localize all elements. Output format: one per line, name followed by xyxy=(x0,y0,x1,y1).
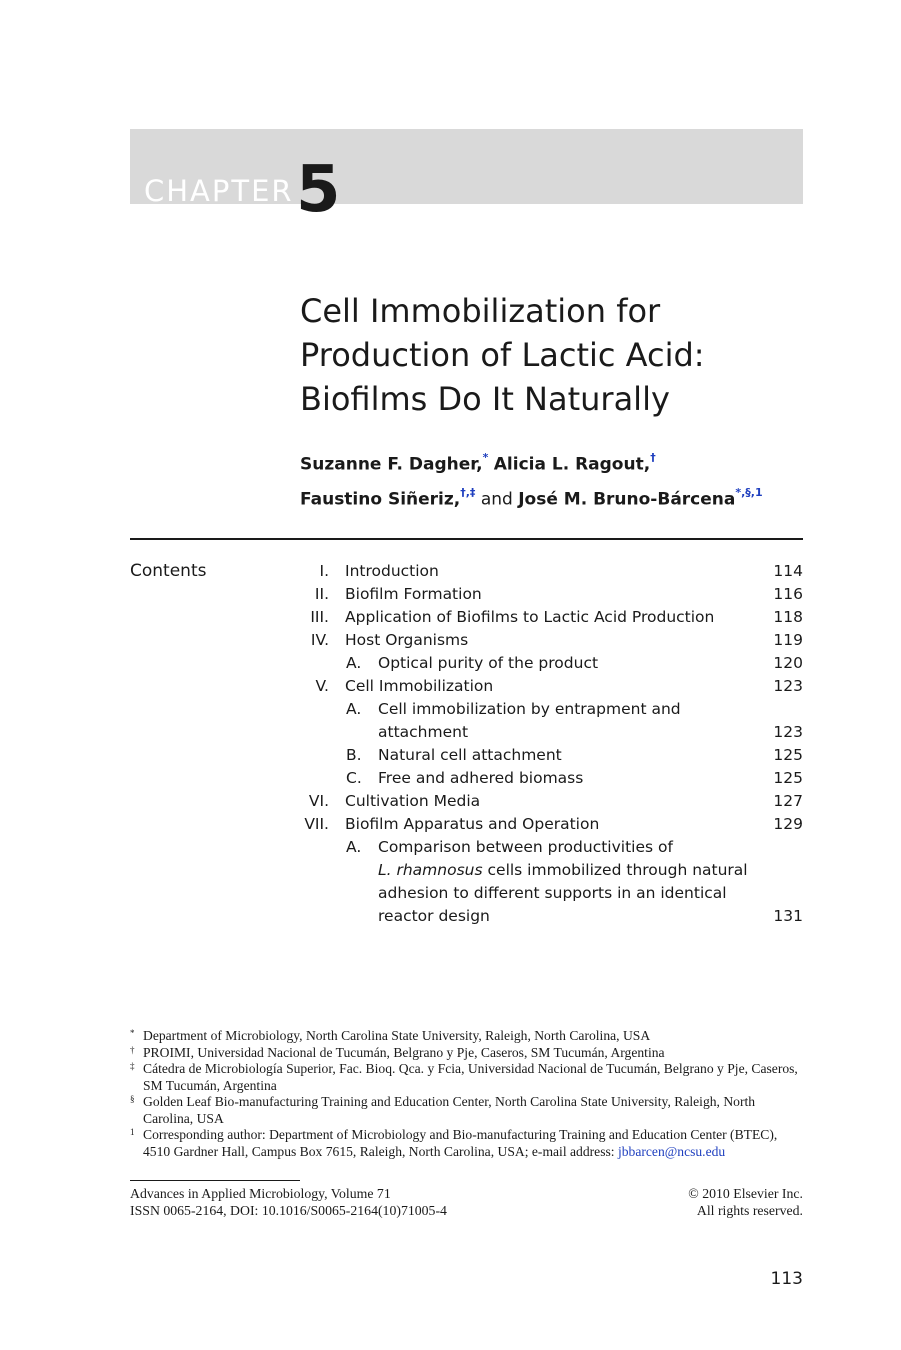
footnote xyxy=(130,1127,805,1160)
toc-subsection-letter: C. xyxy=(346,769,362,787)
footnote-mark: 1 xyxy=(130,1127,135,1137)
toc-entry[interactable] xyxy=(300,744,803,767)
issn-doi: ISSN 0065-2164, DOI: 10.1016/S0065-2164(10)71005-4 xyxy=(130,1203,447,1218)
contents-label: Contents xyxy=(130,561,207,581)
table-of-contents xyxy=(300,560,803,928)
toc-subsection-letter: A. xyxy=(346,700,362,718)
author-name: José M. Bruno-Bárcena xyxy=(518,489,736,510)
affiliation-link[interactable]: † xyxy=(650,451,656,464)
author-conjunction: and xyxy=(480,489,513,510)
toc-entry-title: Application of Biofilms to Lactic Acid Production xyxy=(345,608,715,626)
toc-entry-title: Cultivation Media xyxy=(345,792,481,810)
toc-page-number: 120 xyxy=(773,654,803,672)
author-name: Alicia L. Ragout, xyxy=(493,454,651,475)
toc-entry-title: Optical purity of the product xyxy=(378,654,599,672)
toc-subsection-letter: A. xyxy=(346,838,362,856)
toc-entry-title: Host Organisms xyxy=(345,631,469,649)
title-line: Cell Immobilization for xyxy=(300,292,661,330)
toc-entry[interactable] xyxy=(300,813,803,836)
toc-entry[interactable] xyxy=(300,836,803,859)
rights: All rights reserved. xyxy=(696,1203,803,1218)
toc-page-number: 129 xyxy=(773,815,803,833)
journal-volume: Advances in Applied Microbiology, Volume 71 xyxy=(130,1186,391,1201)
footnote-mark: ‡ xyxy=(130,1061,135,1071)
toc-page-number: 123 xyxy=(773,677,803,695)
author-list xyxy=(300,445,820,514)
toc-subsection-letter: B. xyxy=(346,746,362,764)
toc-entry[interactable] xyxy=(300,583,803,606)
toc-page-number: 125 xyxy=(773,746,803,764)
toc-section-number: V. xyxy=(315,677,329,695)
toc-entry[interactable] xyxy=(300,882,803,905)
toc-entry[interactable] xyxy=(300,560,803,583)
toc-section-number: I. xyxy=(319,562,329,580)
toc-entry-title: Natural cell attachment xyxy=(378,746,562,764)
footnote xyxy=(130,1094,805,1127)
toc-entry-title: Introduction xyxy=(345,562,439,580)
footnote-text: Golden Leaf Bio-manufacturing Training and Education Center, North Carolina State University, Raleigh, North Carolina, USA xyxy=(143,1094,756,1126)
toc-entry-title: adhesion to different supports in an identical xyxy=(378,884,727,902)
toc-entry[interactable] xyxy=(300,790,803,813)
affiliation-link[interactable]: * xyxy=(482,451,489,464)
toc-entry[interactable] xyxy=(300,859,803,882)
toc-page-number: 125 xyxy=(773,769,803,787)
footnotes xyxy=(130,1028,805,1160)
toc-subsection-letter: A. xyxy=(346,654,362,672)
toc-section-number: VII. xyxy=(304,815,329,833)
toc-entry[interactable] xyxy=(300,652,803,675)
footnote-text: PROIMI, Universidad Nacional de Tucumán, Belgrano y Pje, Caseros, SM Tucumán, Argentina xyxy=(143,1044,665,1060)
chapter-number: 5 xyxy=(296,153,341,227)
toc-section-number: VI. xyxy=(308,792,329,810)
toc-entry[interactable] xyxy=(300,606,803,629)
chapter-title xyxy=(300,289,820,421)
toc-entry[interactable] xyxy=(300,698,803,721)
publication-left xyxy=(130,1185,447,1219)
footnote-text: Department of Microbiology, North Carolina State University, Raleigh, North Carolina, USA xyxy=(143,1028,651,1043)
toc-entry-title: attachment xyxy=(378,723,469,741)
footnote-mark: † xyxy=(130,1044,135,1055)
footnote-text: Cátedra de Microbiología Superior, Fac. Bioq. Qca. y Fcia, Universidad Nacional de Tucumán, Belgrano y Pje, Caseros, SM Tucumán, Argentina xyxy=(143,1061,798,1093)
toc-section-number: IV. xyxy=(310,631,329,649)
toc-page-number: 116 xyxy=(773,585,803,603)
toc-page-number: 119 xyxy=(773,631,803,649)
title-line: Biofilms Do It Naturally xyxy=(300,380,670,418)
toc-page-number: 118 xyxy=(773,608,803,626)
toc-page-number: 114 xyxy=(773,562,803,580)
footnote xyxy=(130,1045,805,1062)
email-link[interactable]: jbbarcen@ncsu.edu xyxy=(617,1143,726,1159)
author-line xyxy=(300,445,820,480)
footnote-text: Corresponding author: Department of Microbiology and Bio-manufacturing Training and Education Center (BTEC), 4510 Gardner Hall, Campus Box 7615, Raleigh, North Carolina, USA; e-mail address: xyxy=(143,1127,778,1159)
footnote-mark: * xyxy=(130,1028,135,1038)
toc-entry-title: Biofilm Apparatus and Operation xyxy=(345,815,600,833)
author-name: Suzanne F. Dagher, xyxy=(300,454,483,475)
author-line xyxy=(300,480,820,515)
toc-entry-title: Free and adhered biomass xyxy=(378,769,584,787)
toc-section-number: III. xyxy=(310,608,329,626)
toc-entry[interactable] xyxy=(300,629,803,652)
toc-entry-title: Biofilm Formation xyxy=(345,585,482,603)
toc-entry[interactable] xyxy=(300,767,803,790)
toc-entry-title: L. rhamnosus cells immobilized through natural xyxy=(378,861,748,879)
toc-entry[interactable] xyxy=(300,905,803,928)
affiliation-link[interactable]: †,‡ xyxy=(460,485,476,499)
toc-section-number: II. xyxy=(314,585,329,603)
toc-page-number: 127 xyxy=(773,792,803,810)
author-name: Faustino Siñeriz, xyxy=(300,489,461,510)
chapter-label: CHAPTER xyxy=(144,174,294,208)
affiliation-link[interactable]: *,§,1 xyxy=(735,485,763,499)
footnote xyxy=(130,1061,805,1094)
footer-divider xyxy=(130,1180,300,1181)
footnote-mark: § xyxy=(130,1094,135,1104)
publication-right xyxy=(688,1185,803,1219)
toc-entry[interactable] xyxy=(300,721,803,744)
toc-entry-title: Cell Immobilization xyxy=(345,677,494,695)
toc-entry-title: reactor design xyxy=(378,907,490,925)
toc-page-number: 123 xyxy=(773,723,803,741)
section-divider xyxy=(130,538,803,540)
page-number: 113 xyxy=(770,1269,803,1289)
toc-entry-title: Comparison between productivities of xyxy=(378,838,673,856)
toc-entry-title: Cell immobilization by entrapment and xyxy=(378,700,681,718)
copyright: © 2010 Elsevier Inc. xyxy=(688,1186,803,1201)
footnote xyxy=(130,1028,805,1045)
title-line: Production of Lactic Acid: xyxy=(300,336,705,374)
toc-entry[interactable] xyxy=(300,675,803,698)
toc-page-number: 131 xyxy=(773,907,803,925)
